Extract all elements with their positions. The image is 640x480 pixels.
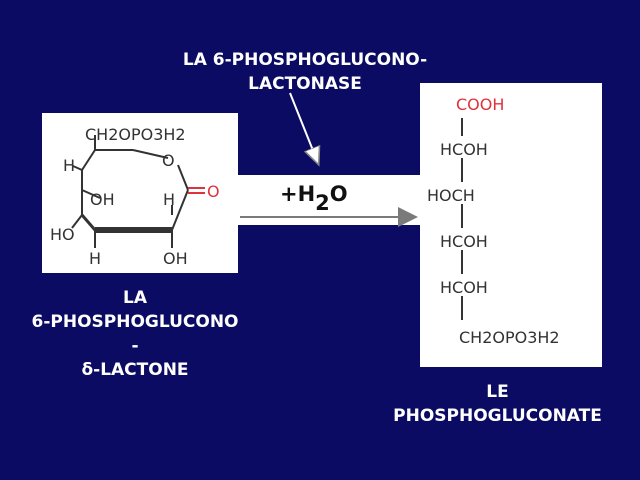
chain-cooh: COOH <box>456 95 505 114</box>
lactone-name-line-2: 6-PHOSPHOGLUCONO <box>31 312 239 332</box>
reaction-arrow <box>240 182 416 217</box>
lactone-name-line-4: δ-LACTONE <box>81 360 189 380</box>
lactone-molecule <box>50 125 220 268</box>
atom-h3: H <box>89 249 102 268</box>
phosphogluconate-name-label <box>355 380 640 428</box>
water-reagent <box>280 182 348 215</box>
atom-ho: HO <box>50 225 75 244</box>
enzyme-pointer-arrow <box>290 93 318 163</box>
phosphogluconate-molecule <box>427 95 596 347</box>
chain-c4: HCOH <box>440 232 488 251</box>
chain-c6: CH2OPO3H2 <box>459 328 560 347</box>
water-suffix: O <box>329 182 348 206</box>
chain-c2: HCOH <box>440 140 488 159</box>
water-subscript: 2 <box>315 191 330 215</box>
chain-c5: HCOH <box>440 278 488 297</box>
lactone-name-line-1: LA <box>123 288 147 308</box>
enzyme-title-line-2: LACTONASE <box>248 74 362 94</box>
phosphogluconate-name-line-1: LE <box>486 382 509 402</box>
enzyme-title <box>130 48 480 96</box>
carbonyl-oxygen: O <box>207 182 220 201</box>
ring-oxygen: O <box>162 151 175 170</box>
lactone-name-label <box>0 286 270 382</box>
atom-oh2: OH <box>163 249 188 268</box>
water-prefix: +H <box>280 182 316 206</box>
enzyme-title-line-1: LA 6-PHOSPHOGLUCONO- <box>182 50 428 70</box>
atom-h1: H <box>63 156 76 175</box>
lactone-group-top: CH2OPO3H2 <box>85 125 186 144</box>
lactone-name-line-3: - <box>131 336 139 356</box>
atom-h2: H <box>163 190 176 209</box>
chain-c3: HOCH <box>427 186 475 205</box>
atom-oh1: OH <box>90 190 115 209</box>
phosphogluconate-name-line-2: PHOSPHOGLUCONATE <box>393 406 602 426</box>
